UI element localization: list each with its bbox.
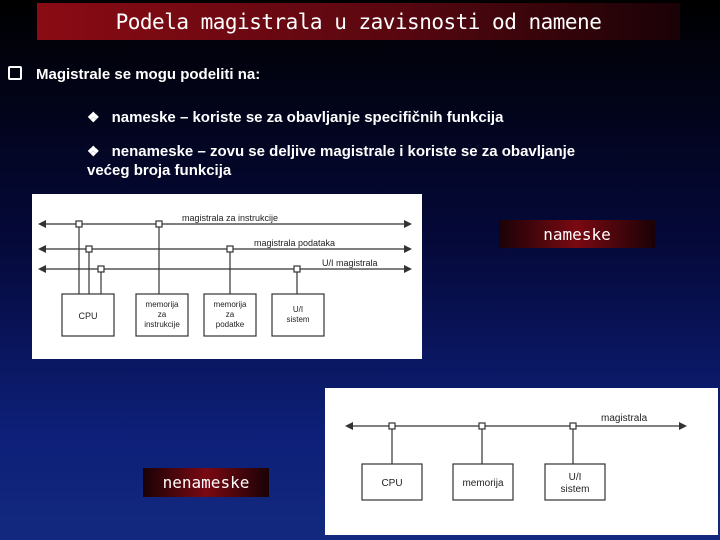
io-bus-label: U/I magistrala xyxy=(322,258,378,268)
sub-bullet-shared xyxy=(87,141,575,162)
arrow-left-icon xyxy=(38,220,46,228)
io-label-2: sistem xyxy=(286,315,310,324)
mem-instr-label-3: instrukcije xyxy=(144,320,180,329)
slide-title-bar xyxy=(37,3,680,40)
sub-bullet-shared-text-line2: većeg broja funkcija xyxy=(87,162,232,179)
shared-bus-diagram xyxy=(325,388,718,535)
arrow-left-icon xyxy=(38,265,46,273)
dedicated-bus-diagram xyxy=(32,194,422,359)
mem-data-label-2: za xyxy=(225,310,235,319)
shared-io-label-2: sistem xyxy=(560,484,590,495)
mem-instr-label-1: memorija xyxy=(145,300,179,309)
mem-data-label-3: podatke xyxy=(215,320,245,329)
shared-bus-svg xyxy=(325,388,718,535)
dedicated-tag-label: nameske xyxy=(543,224,611,244)
shared-tag-label: nenameske xyxy=(162,473,250,492)
diamond-bullet-icon: ❖ xyxy=(87,109,100,125)
mem-data-label-1: memorija xyxy=(213,300,247,309)
arrow-left-icon xyxy=(38,245,46,253)
shared-bus-label: magistrala xyxy=(601,413,648,424)
arrow-right-icon xyxy=(404,220,412,228)
sub-bullet-dedicated-term: nameske xyxy=(111,109,176,126)
sub-bullet-shared-term: nenameske xyxy=(111,143,194,160)
shared-io-label-1: U/I xyxy=(568,472,582,483)
square-bullet-icon xyxy=(8,66,22,80)
instruction-bus-label: magistrala za instrukcije xyxy=(182,213,279,223)
shared-tag xyxy=(143,468,269,497)
arrow-left-icon xyxy=(345,422,353,430)
arrow-right-icon xyxy=(404,265,412,273)
diamond-bullet-icon: ❖ xyxy=(87,143,100,159)
dedicated-tag xyxy=(499,220,655,248)
cpu-label: CPU xyxy=(78,311,98,321)
io-label-1: U/I xyxy=(292,305,304,314)
arrow-right-icon xyxy=(679,422,687,430)
sub-bullet-shared-text-line1: – zovu se deljive magistrale i koriste se za obavljanje xyxy=(197,143,576,160)
main-bullet-text: Magistrale se mogu podeliti na: xyxy=(36,66,261,83)
sub-bullet-shared-line2 xyxy=(87,161,231,181)
shared-mem-label: memorija xyxy=(462,478,504,489)
sub-bullet-dedicated xyxy=(87,107,503,128)
shared-cpu-label: CPU xyxy=(381,478,403,489)
mem-instr-label-2: za xyxy=(157,310,167,319)
slide-title: Podela magistrala u zavisnosti od namene xyxy=(115,9,602,34)
data-bus-label: magistrala podataka xyxy=(254,238,336,248)
dedicated-bus-svg xyxy=(32,194,422,359)
arrow-right-icon xyxy=(404,245,412,253)
sub-bullet-dedicated-text: – koriste se za obavljanje specifičnih funkcija xyxy=(179,109,504,126)
main-bullet xyxy=(8,66,260,83)
